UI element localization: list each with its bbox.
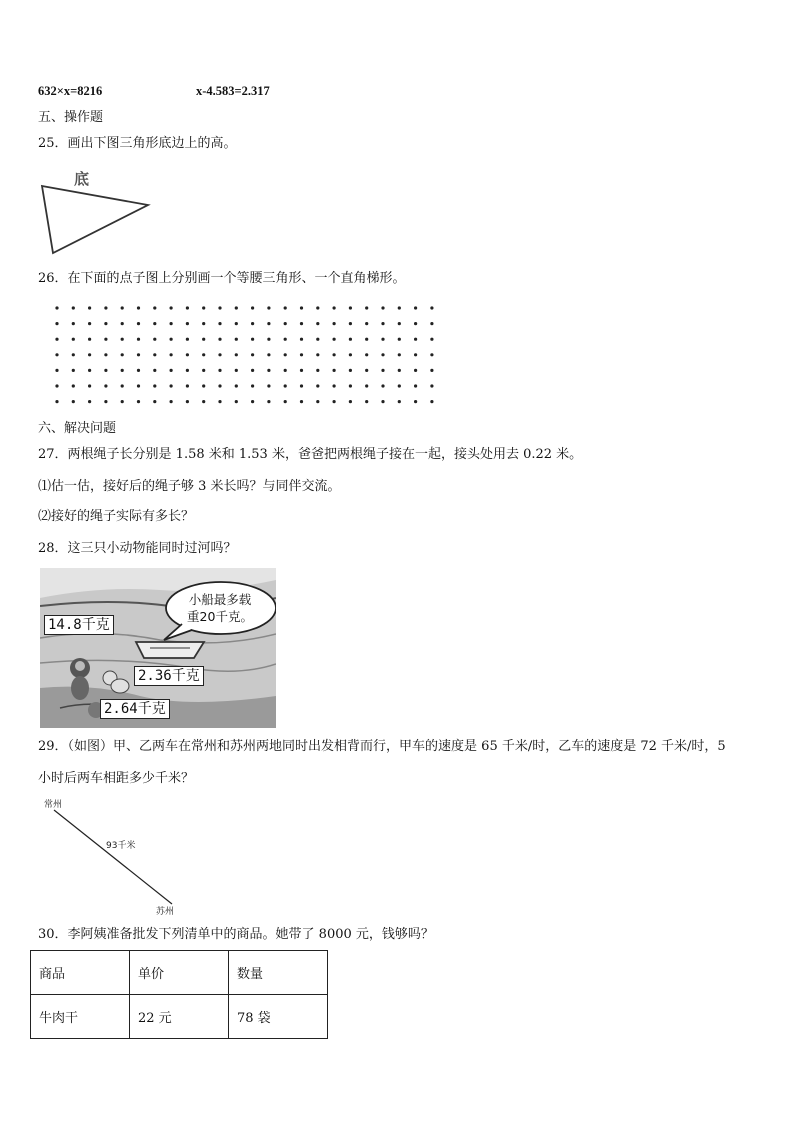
grid-dot[interactable] bbox=[349, 338, 352, 341]
grid-dot[interactable] bbox=[202, 400, 205, 403]
grid-dot[interactable] bbox=[284, 369, 287, 372]
grid-dot[interactable] bbox=[88, 369, 91, 372]
grid-dot[interactable] bbox=[349, 322, 352, 325]
grid-dot[interactable] bbox=[267, 353, 270, 356]
question-26: 26．在下面的点子图上分别画一个等腰三角形、一个直角梯形。 bbox=[38, 271, 406, 286]
grid-dot[interactable] bbox=[88, 306, 91, 309]
grid-dot[interactable] bbox=[235, 353, 238, 356]
grid-dot[interactable] bbox=[316, 306, 319, 309]
grid-dot[interactable] bbox=[349, 400, 352, 403]
question-27: 27．两根绳子长分别是 1.58 米和 1.53 米，爸爸把两根绳子接在一起，接头处用去 0.22 米。 bbox=[38, 447, 583, 462]
grid-dot[interactable] bbox=[316, 322, 319, 325]
grid-dot[interactable] bbox=[153, 322, 156, 325]
grid-dot[interactable] bbox=[414, 306, 417, 309]
grid-dot[interactable] bbox=[88, 384, 91, 387]
grid-dot[interactable] bbox=[251, 306, 254, 309]
grid-dot[interactable] bbox=[104, 338, 107, 341]
grid-dot[interactable] bbox=[267, 338, 270, 341]
grid-dot[interactable] bbox=[365, 384, 368, 387]
grid-dot[interactable] bbox=[300, 384, 303, 387]
grid-dot[interactable] bbox=[186, 369, 189, 372]
grid-dot[interactable] bbox=[333, 306, 336, 309]
grid-dot[interactable] bbox=[365, 338, 368, 341]
question-29-line-1: 29．（如图）甲、乙两车在常州和苏州两地同时出发相背而行，甲车的速度是 65 千米/时，乙车的速度是 72 千米/时，5 bbox=[38, 739, 726, 754]
question-27-part-1: ⑴估一估，接好后的绳子够 3 米长吗？与同伴交流。 bbox=[38, 479, 341, 494]
grid-dot[interactable] bbox=[414, 353, 417, 356]
grid-dot[interactable] bbox=[300, 353, 303, 356]
grid-dot[interactable] bbox=[186, 384, 189, 387]
grid-dot[interactable] bbox=[430, 338, 433, 341]
grid-dot[interactable] bbox=[251, 338, 254, 341]
grid-dot[interactable] bbox=[267, 306, 270, 309]
grid-dot[interactable] bbox=[333, 400, 336, 403]
grid-dot[interactable] bbox=[398, 369, 401, 372]
grid-dot[interactable] bbox=[284, 384, 287, 387]
grid-dot[interactable] bbox=[72, 353, 75, 356]
grid-dot[interactable] bbox=[430, 400, 433, 403]
grid-dot[interactable] bbox=[300, 400, 303, 403]
grid-dot[interactable] bbox=[300, 306, 303, 309]
grid-dot[interactable] bbox=[381, 369, 384, 372]
grid-dot[interactable] bbox=[55, 322, 58, 325]
grid-dot[interactable] bbox=[235, 369, 238, 372]
grid-dot[interactable] bbox=[284, 338, 287, 341]
grid-dot[interactable] bbox=[251, 384, 254, 387]
grid-dot[interactable] bbox=[153, 338, 156, 341]
grid-dot[interactable] bbox=[365, 322, 368, 325]
grid-dot[interactable] bbox=[104, 369, 107, 372]
grid-dot[interactable] bbox=[55, 338, 58, 341]
grid-dot[interactable] bbox=[414, 384, 417, 387]
grid-dot[interactable] bbox=[218, 353, 221, 356]
grid-dot[interactable] bbox=[121, 353, 124, 356]
grid-dot[interactable] bbox=[267, 369, 270, 372]
grid-dot[interactable] bbox=[398, 353, 401, 356]
grid-dot[interactable] bbox=[267, 322, 270, 325]
grid-dot[interactable] bbox=[202, 369, 205, 372]
grid-dot[interactable] bbox=[284, 306, 287, 309]
grid-dot[interactable] bbox=[170, 400, 173, 403]
weight-label-squirrel: 2.64千克 bbox=[100, 699, 170, 719]
grid-dot[interactable] bbox=[72, 338, 75, 341]
grid-dot[interactable] bbox=[381, 384, 384, 387]
grid-dot[interactable] bbox=[251, 353, 254, 356]
grid-dot[interactable] bbox=[121, 338, 124, 341]
grid-dot[interactable] bbox=[381, 306, 384, 309]
grid-dot[interactable] bbox=[430, 369, 433, 372]
grid-dot[interactable] bbox=[218, 400, 221, 403]
grid-dot[interactable] bbox=[398, 400, 401, 403]
table-row bbox=[31, 995, 328, 1039]
grid-dot[interactable] bbox=[235, 384, 238, 387]
cell-quantity: 78 袋 bbox=[229, 995, 328, 1039]
grid-dot[interactable] bbox=[202, 384, 205, 387]
header-cell-quantity: 数量 bbox=[229, 951, 328, 995]
question-30: 30．李阿姨准备批发下列清单中的商品。她带了 8000 元，钱够吗？ bbox=[38, 927, 434, 942]
grid-dot[interactable] bbox=[251, 322, 254, 325]
speech-bubble-line-2: 重20千克。 bbox=[187, 609, 253, 624]
grid-dot[interactable] bbox=[300, 369, 303, 372]
grid-dot[interactable] bbox=[333, 384, 336, 387]
grid-dot[interactable] bbox=[218, 384, 221, 387]
grid-dot[interactable] bbox=[121, 306, 124, 309]
grid-dot[interactable] bbox=[137, 353, 140, 356]
grid-dot[interactable] bbox=[170, 338, 173, 341]
grid-dot[interactable] bbox=[202, 322, 205, 325]
grid-dot[interactable] bbox=[186, 338, 189, 341]
grid-dot[interactable] bbox=[333, 369, 336, 372]
grid-dot[interactable] bbox=[398, 306, 401, 309]
grid-dot[interactable] bbox=[137, 338, 140, 341]
grid-dot[interactable] bbox=[284, 353, 287, 356]
grid-dot[interactable] bbox=[202, 306, 205, 309]
grid-dot[interactable] bbox=[430, 384, 433, 387]
city-label-suzhou: 苏州 bbox=[156, 907, 175, 917]
grid-dot[interactable] bbox=[333, 322, 336, 325]
grid-dot[interactable] bbox=[316, 353, 319, 356]
table-header-row bbox=[31, 951, 328, 995]
grid-dot[interactable] bbox=[153, 369, 156, 372]
grid-dot[interactable] bbox=[55, 306, 58, 309]
river-scene-illustration bbox=[40, 568, 276, 728]
grid-dot[interactable] bbox=[365, 353, 368, 356]
grid-dot[interactable] bbox=[381, 338, 384, 341]
grid-dot[interactable] bbox=[349, 384, 352, 387]
grid-dot[interactable] bbox=[137, 400, 140, 403]
grid-dot[interactable] bbox=[170, 384, 173, 387]
grid-dot[interactable] bbox=[186, 322, 189, 325]
grid-dot[interactable] bbox=[170, 369, 173, 372]
grid-dot[interactable] bbox=[284, 400, 287, 403]
speech-bubble-line-1: 小船最多载 bbox=[188, 592, 252, 607]
grid-dot[interactable] bbox=[153, 400, 156, 403]
grid-dot[interactable] bbox=[186, 306, 189, 309]
grid-dot[interactable] bbox=[430, 322, 433, 325]
grid-dot[interactable] bbox=[218, 369, 221, 372]
grid-dot[interactable] bbox=[104, 322, 107, 325]
grid-dot[interactable] bbox=[72, 384, 75, 387]
section-title-problems: 六、解决问题 bbox=[38, 421, 117, 436]
grid-dot[interactable] bbox=[267, 384, 270, 387]
grid-dot[interactable] bbox=[398, 384, 401, 387]
grid-dot[interactable] bbox=[349, 353, 352, 356]
city-label-changzhou: 常州 bbox=[44, 800, 63, 810]
grid-dot[interactable] bbox=[316, 338, 319, 341]
grid-dot[interactable] bbox=[398, 338, 401, 341]
grid-dot[interactable] bbox=[430, 353, 433, 356]
question-27-part-2: ⑵接好的绳子实际有多长？ bbox=[38, 509, 195, 524]
grid-dot[interactable] bbox=[121, 322, 124, 325]
grid-dot[interactable] bbox=[235, 306, 238, 309]
grid-dot[interactable] bbox=[267, 400, 270, 403]
grid-dot[interactable] bbox=[104, 353, 107, 356]
weight-label-rabbit: 2.36千克 bbox=[134, 666, 204, 686]
grid-dot[interactable] bbox=[170, 353, 173, 356]
grid-dot[interactable] bbox=[235, 400, 238, 403]
grid-dot[interactable] bbox=[72, 306, 75, 309]
grid-dot[interactable] bbox=[104, 384, 107, 387]
question-28: 28．这三只小动物能同时过河吗？ bbox=[38, 541, 237, 556]
grid-dot[interactable] bbox=[153, 353, 156, 356]
grid-dot[interactable] bbox=[202, 353, 205, 356]
grid-dot[interactable] bbox=[316, 369, 319, 372]
grid-dot[interactable] bbox=[186, 400, 189, 403]
grid-dot[interactable] bbox=[88, 400, 91, 403]
grid-dot[interactable] bbox=[365, 400, 368, 403]
triangle-figure bbox=[40, 168, 152, 258]
distance-line bbox=[50, 808, 180, 908]
cell-item: 牛肉干 bbox=[31, 995, 130, 1039]
grid-dot[interactable] bbox=[414, 369, 417, 372]
grid-dot[interactable] bbox=[414, 338, 417, 341]
distance-label: 93千米 bbox=[106, 841, 136, 851]
grid-dot[interactable] bbox=[72, 322, 75, 325]
grid-dot[interactable] bbox=[251, 400, 254, 403]
grid-dot[interactable] bbox=[55, 369, 58, 372]
header-cell-item: 商品 bbox=[31, 951, 130, 995]
grid-dot[interactable] bbox=[218, 322, 221, 325]
grid-dot[interactable] bbox=[316, 384, 319, 387]
grid-dot[interactable] bbox=[55, 353, 58, 356]
grid-dot[interactable] bbox=[218, 306, 221, 309]
grid-dot[interactable] bbox=[202, 338, 205, 341]
grid-dot[interactable] bbox=[381, 400, 384, 403]
grid-dot[interactable] bbox=[88, 353, 91, 356]
grid-dot[interactable] bbox=[300, 338, 303, 341]
equation-1: 632×x=8216 bbox=[38, 84, 103, 98]
grid-dot[interactable] bbox=[137, 306, 140, 309]
grid-dot[interactable] bbox=[104, 306, 107, 309]
grid-dot[interactable] bbox=[104, 400, 107, 403]
grid-dot[interactable] bbox=[218, 338, 221, 341]
grid-dot[interactable] bbox=[137, 384, 140, 387]
grid-dot[interactable] bbox=[72, 400, 75, 403]
question-29-line-2: 小时后两车相距多少千米？ bbox=[38, 771, 195, 786]
grid-dot[interactable] bbox=[333, 353, 336, 356]
weight-label-monkey: 14.8千克 bbox=[44, 615, 114, 635]
grid-dot[interactable] bbox=[186, 353, 189, 356]
grid-dot[interactable] bbox=[365, 306, 368, 309]
grid-dot[interactable] bbox=[72, 369, 75, 372]
grid-dot[interactable] bbox=[137, 322, 140, 325]
grid-dot[interactable] bbox=[284, 322, 287, 325]
grid-dot[interactable] bbox=[333, 338, 336, 341]
question-25: 25．画出下图三角形底边上的高。 bbox=[38, 136, 237, 151]
grid-dot[interactable] bbox=[398, 322, 401, 325]
grid-dot[interactable] bbox=[381, 353, 384, 356]
section-title-operations: 五、操作题 bbox=[38, 110, 104, 125]
grid-dot[interactable] bbox=[349, 369, 352, 372]
grid-dot[interactable] bbox=[381, 322, 384, 325]
grid-dot[interactable] bbox=[170, 306, 173, 309]
header-cell-price: 单价 bbox=[130, 951, 229, 995]
grid-dot[interactable] bbox=[153, 384, 156, 387]
grid-dot[interactable] bbox=[121, 369, 124, 372]
grid-dot[interactable] bbox=[55, 384, 58, 387]
grid-dot[interactable] bbox=[414, 400, 417, 403]
grid-dot[interactable] bbox=[430, 306, 433, 309]
grid-dot[interactable] bbox=[349, 306, 352, 309]
equation-2: x-4.583=2.317 bbox=[196, 84, 270, 98]
grid-dot[interactable] bbox=[121, 384, 124, 387]
grid-dot[interactable] bbox=[121, 400, 124, 403]
grid-dot[interactable] bbox=[414, 322, 417, 325]
grid-dot[interactable] bbox=[235, 338, 238, 341]
grid-dot[interactable] bbox=[88, 322, 91, 325]
grid-dot[interactable] bbox=[55, 400, 58, 403]
grid-dot[interactable] bbox=[316, 400, 319, 403]
triangle-base-label: 底 bbox=[74, 170, 90, 188]
dot-grid[interactable] bbox=[50, 300, 440, 410]
grid-dot[interactable] bbox=[251, 369, 254, 372]
grid-dot[interactable] bbox=[88, 338, 91, 341]
grid-dot[interactable] bbox=[170, 322, 173, 325]
grid-dot[interactable] bbox=[235, 322, 238, 325]
grid-dot[interactable] bbox=[365, 369, 368, 372]
grid-dot[interactable] bbox=[137, 369, 140, 372]
cell-price: 22 元 bbox=[130, 995, 229, 1039]
goods-table bbox=[30, 950, 328, 1039]
grid-dot[interactable] bbox=[153, 306, 156, 309]
grid-dot[interactable] bbox=[300, 322, 303, 325]
